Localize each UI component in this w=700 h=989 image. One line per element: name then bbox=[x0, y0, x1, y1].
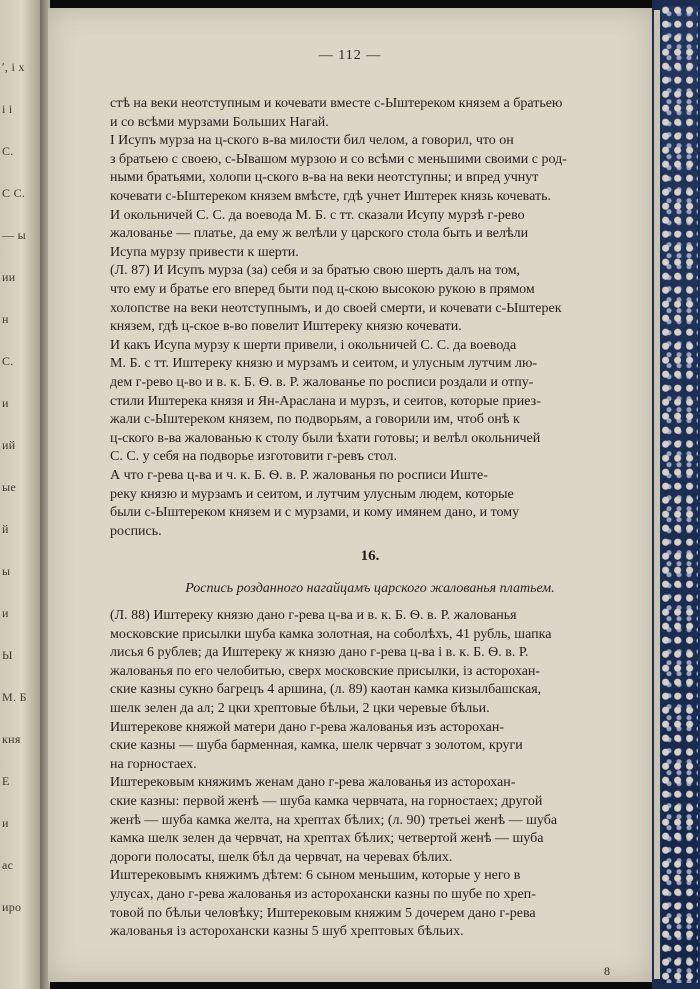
facing-page-fragment: ии bbox=[2, 270, 16, 284]
book-cover-edge bbox=[652, 0, 700, 989]
text-line: И какъ Исупа мурзу к шерти привели, і окольничей С. С. да воевода bbox=[110, 337, 517, 353]
text-line: шелк зелен да ал; 2 цки хрептовые бѣльи, 2 цки черевые бѣльи. bbox=[110, 701, 490, 716]
text-line: ские казны — шуба барменная, камка, шелк червчат з золотом, круги bbox=[110, 738, 523, 754]
facing-page-fragment: ʹ, i x bbox=[2, 60, 25, 74]
text-line: князем, гдѣ ц-ское в-во повелит Иштереку князю кочевати. bbox=[110, 319, 462, 335]
text-line: з братьею с своею, с-Ывашом мурзою и со всѣми с меньшими своими с род- bbox=[110, 151, 567, 167]
text-line: І Исупъ мурза на ц-ского в-ва милости бил челом, а говорил, что он bbox=[110, 133, 514, 149]
facing-page-fragment: и bbox=[2, 396, 9, 410]
text-line: А что г-рева ц-ва и ч. к. Б. Ѳ. в. Р. жалованья по росписи Иште- bbox=[110, 468, 488, 483]
facing-page-fragment: М. Б bbox=[2, 690, 27, 704]
text-line: ц-ского в-ва жалованью к столу были ѣхати готовы; и велѣл окольничей bbox=[110, 430, 541, 446]
facing-page-edge bbox=[0, 0, 40, 989]
text-line: московские присылки шуба камка золотная, на соболѣхъ, 41 рубль, шапка bbox=[110, 626, 552, 642]
text-line: стѣ на веки неотступным и кочевати вместе с-Ыштереком князем а братьею bbox=[110, 96, 563, 111]
text-line: и со всѣми мурзами Больших Нагай. bbox=[110, 114, 329, 130]
facing-page-fragment: кня bbox=[2, 732, 21, 746]
marbled-endpaper bbox=[662, 6, 698, 983]
text-line: И окольничей С. С. да воевода М. Б. с тт. сказали Исупу мурзѣ г-рево bbox=[110, 207, 525, 223]
text-line: Иштерековым княжимъ женам дано г-рева жалованья из асторохан- bbox=[110, 775, 516, 791]
text-line: (Л. 88) Иштереку князю дано г-рева ц-ва и в. к. Б. Ѳ. в. Р. жалованья bbox=[110, 608, 517, 623]
text-line: дем г-рево ц-во и в. к. Б. Ѳ. в. Р. жалованье по росписи роздали и отпу- bbox=[110, 375, 534, 390]
facing-page-fragment: Ы bbox=[2, 648, 13, 662]
facing-page-fragment: i i bbox=[2, 102, 13, 116]
facing-page-fragment: ий bbox=[2, 438, 16, 452]
signature-mark: 8 bbox=[604, 964, 610, 978]
text-line: ские казны сукно багрецъ 4 аршина, (л. 89) каотан камка кизылбашская, bbox=[110, 682, 542, 698]
text-line: ские казны: первой женѣ — шуба камка червчата, на горностаех; другой bbox=[110, 794, 543, 809]
text-line: реку князю и мурзамъ и сеитом, и лутчим улусным людем, которые bbox=[110, 486, 514, 502]
facing-page-fragment: н bbox=[2, 312, 9, 326]
text-line: жалованье — платье, да ему ж велѣли у царского стола быть и велѣли bbox=[110, 226, 529, 242]
text-line: роспись. bbox=[110, 523, 162, 539]
section-title: Роспись розданного нагайцамъ царского жалованья платьем. bbox=[185, 581, 555, 596]
facing-page-fragment: Е bbox=[2, 774, 10, 788]
text-line: на горностаех. bbox=[110, 756, 197, 772]
facing-page-fragment: C. bbox=[2, 354, 14, 368]
text-line: М. Б. с тт. Иштереку князю и мурзамъ и сеитом, и улусным лутчим лю- bbox=[110, 356, 538, 372]
section-number: 16. bbox=[360, 548, 380, 564]
facing-page-fragment: ы bbox=[2, 564, 11, 578]
text-line: Исупа мурзу привести к шерти. bbox=[110, 244, 299, 260]
text-line: (Л. 87) И Исупъ мурза (за) себя и за братью свою шерть далъ на том, bbox=[110, 263, 521, 279]
facing-page-fragment: и bbox=[2, 606, 9, 620]
page-block-edge bbox=[654, 10, 660, 979]
text-line: были с-Ыштереком князем и с мурзами, и кому имянем дано, и тому bbox=[110, 505, 520, 521]
facing-page-fragment: С С. bbox=[2, 186, 26, 200]
text-line: жалованья із асторохански казны 5 шуб хрептовых бѣльих. bbox=[110, 924, 464, 940]
text-line: Иштерекове княжой матери дано г-рева жалованья изъ асторохан- bbox=[110, 719, 505, 735]
text-line: ными братьями, холопи ц-ского в-ва на веки неотступны; и впред учнут bbox=[110, 170, 539, 186]
text-line: кочевати с-Ыштереком князем вмѣсте, гдѣ учнет Иштерек князь кочевать. bbox=[110, 189, 551, 204]
facing-page-fragment: иро bbox=[2, 900, 22, 914]
text-line: женѣ — шуба камка желта, на хрептах бѣлих; (л. 90) третьеі женѣ — шуба bbox=[110, 812, 558, 828]
text-line: камка шелк зелен да червчат, на хрептах бѣлих; четвертой женѣ — шуба bbox=[110, 831, 544, 847]
text-line: Иштерековымъ княжимъ дѣтем: 6 сыном меньшим, которые у него в bbox=[110, 868, 521, 884]
text-line: жали с-Ыштереком князем, по подворьям, а говорили им, чтоб онѣ к bbox=[110, 412, 520, 428]
text-line: холопстве на веки неотступнымъ, и до своей смерти, и кочевати с-Ыштерек bbox=[110, 300, 562, 316]
text-line: лисья 6 рублев; да Иштереку ж князю дано г-рева ц-ва і в. к. Б. Ѳ. в. Р. bbox=[110, 645, 529, 661]
text-line: что ему и братье его вперед быти под ц-скою высокою рукою в прямом bbox=[110, 282, 535, 297]
facing-page-fragment: и bbox=[2, 816, 9, 830]
facing-page-fragment: ые bbox=[2, 480, 16, 494]
text-line: С. С. у себя на подворье изготовити г-ревъ стол. bbox=[110, 449, 397, 465]
text-line: стили Иштерека князя и Ян-Араслана и мурзъ, и сеитов, которые приез- bbox=[110, 393, 541, 409]
text-line: улусах, дано г-рева жалованья из асторохански казны по шубе по хреп- bbox=[110, 887, 536, 902]
book-page bbox=[48, 8, 652, 982]
page-number: — 112 — bbox=[318, 48, 382, 63]
text-line: жалованья по его челобитью, сверх московские присылки, із асторохан- bbox=[110, 663, 541, 679]
text-line: товой по бѣльи человѣку; Иштерековым княжим 5 дочерем дано г-рева bbox=[110, 905, 536, 921]
facing-page-fragment: й bbox=[2, 522, 9, 536]
facing-page-fragment: — ы bbox=[2, 228, 26, 242]
text-line: дороги полосаты, шелк бѣл да червчат, на черевах бѣлих. bbox=[110, 849, 453, 865]
facing-page-fragment: ас bbox=[2, 858, 14, 872]
facing-page-fragment: C. bbox=[2, 144, 14, 158]
